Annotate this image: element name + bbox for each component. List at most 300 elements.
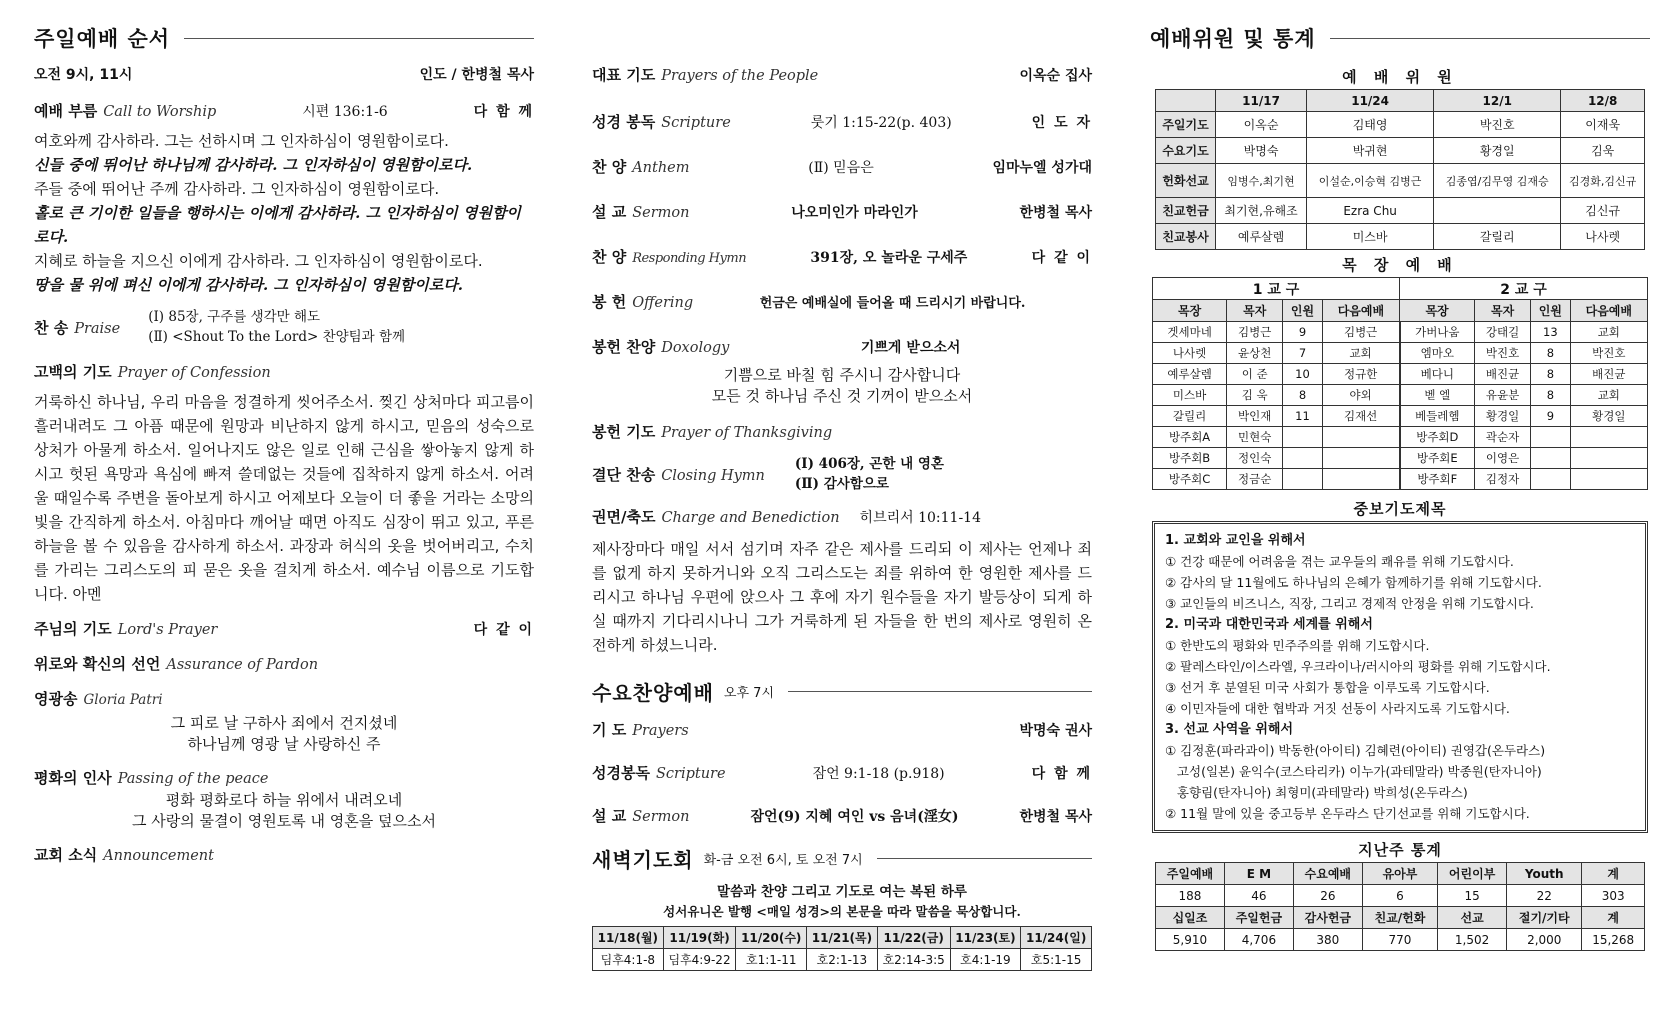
item-who: 임마누엘 성가대 [992,160,1092,176]
item-note: 헌금은 예배실에 들어올 때 드리시기 바랍니다. [759,296,1026,311]
committee-cell: 김경화,김신규 [1561,164,1645,198]
committee-table [1155,89,1645,250]
committee-row [1156,112,1645,138]
stats-value: 26 [1293,885,1362,907]
dawn-tagline: 말씀과 찬양 그리고 기도로 여는 복된 하루 [717,884,967,900]
section-header [34,18,534,58]
cell-row [1153,343,1648,364]
item-en: Passing of the peace [117,771,269,787]
committee-cell: 예루살렘 [1216,224,1307,250]
psalm-line: 홀로 큰 기이한 일들을 행하시는 이에게 감사하라. 그 인자하심이 영원함이로다. [34,204,521,246]
cell-value: 미스바 [1153,385,1227,406]
item-en: Lord's Prayer [117,622,218,638]
date-cell: 11/19(화) [663,927,736,949]
item-ko: 예배 부름 [34,102,98,120]
stats-title: 지난주 통계 [1358,841,1442,859]
divider [788,691,1092,692]
intercession-item: ① 건강 때문에 어려움을 겪는 교우들의 쾌유를 위해 기도합시다. [1165,554,1514,569]
stats-value: 15 [1438,885,1507,907]
cell-value: 윤상천 [1227,343,1283,364]
intercession-item: ③ 선거 후 분열된 미국 사회가 통합을 이루도록 기도합시다. [1165,680,1490,695]
stats-header: 계 [1582,907,1645,929]
cell-value: 박진호 [1570,343,1647,364]
cell-row [1153,385,1648,406]
cell-group-title: 목 장 예 배 [1342,256,1458,274]
item-who: 이옥순 집사 [1019,68,1092,84]
cell-header: 인원 [1283,300,1322,322]
date-cell: 11/21(목) [807,927,878,949]
praise-hymn-1: (Ⅰ) 85장, 구주를 생각만 해도 [148,309,321,325]
stats-value: 6 [1362,885,1437,907]
cell-value: 7 [1283,343,1322,364]
leader: 인도 / 한병철 목사 [419,67,534,83]
cell-value: 베들레헴 [1400,406,1475,427]
order-of-worship [34,0,534,865]
ref-cell: 호2:14-3:5 [877,949,950,971]
call-to-worship-row [34,100,534,121]
intercession-item: 고성(일본) 윤익수(코스타리카) 이누가(과테말라) 박종원(탄자니아) [1165,764,1542,779]
stats-value: 1,502 [1438,929,1507,951]
row-label: 헌화선교 [1156,164,1216,198]
cell-value [1322,448,1399,469]
cell-value: 교회 [1322,343,1399,364]
cell-value: 방주회E [1400,448,1475,469]
item-title: 기쁘게 받으소서 [860,340,961,356]
item-ref: 히브리서 10:11-14 [859,510,981,526]
item-en: Sermon [632,809,690,825]
item-who: 다 함 께 [473,104,534,120]
cell-value [1283,469,1322,490]
cell-value: 황경일 [1570,406,1647,427]
cell-group-table [1152,277,1648,490]
item-ko: 봉헌 기도 [592,423,656,441]
item-who: 한병철 목사 [1019,205,1092,221]
dawn-note: 성서유니온 발행 <매일 성경>의 본문을 따라 말씀을 묵상합니다. [663,904,1021,919]
committee-cell: 이재욱 [1561,112,1645,138]
peace-row [34,767,534,788]
date-header: 12/8 [1561,90,1645,112]
item-ko: 봉헌 찬양 [592,338,656,356]
order-of-worship-continued [592,0,1092,971]
ref-cell: 호1:1-11 [736,949,807,971]
intercession-item: ② 감사의 달 11월에도 하나님의 은혜가 함께하기를 위해 기도합시다. [1165,575,1542,590]
cell-value: 방주회C [1153,469,1227,490]
item-en: Assurance of Pardon [166,657,319,673]
cell-value [1531,448,1570,469]
stats-header: 절기/기타 [1507,907,1582,929]
item-who: 한병철 목사 [1019,809,1092,825]
stats-header: 어린이부 [1438,863,1507,885]
district-label: 1 교 구 [1153,278,1400,300]
dawn-header [592,838,1092,878]
cell-value: 김 욱 [1227,385,1283,406]
lyric-line: 그 사랑의 물결이 영원토록 내 영혼을 덮으소서 [132,812,436,830]
row-label: 수요기도 [1156,138,1216,164]
cell-value [1570,427,1647,448]
item-en: Offering [632,295,694,311]
responding-hymn-row [592,246,1092,267]
item-ko: 권면/축도 [592,508,656,526]
item-ko: 결단 찬송 [592,465,656,484]
committee-cell: 갈릴리 [1434,224,1561,250]
lords-prayer-row [34,618,534,639]
item-ko: 위로와 확신의 선언 [34,655,161,673]
committee-header-row [1156,90,1645,112]
cell-value: 8 [1531,385,1570,406]
cell-value: 8 [1531,364,1570,385]
cell-value: 배진균 [1570,364,1647,385]
row-label: 친교봉사 [1156,224,1216,250]
cell-value: 박진호 [1475,343,1531,364]
lyric-line: 그 피로 날 구하사 죄에서 건지셨네 [170,714,398,732]
item-en: Praise [74,320,121,337]
stats-value-row [1156,929,1645,951]
cell-row [1153,427,1648,448]
cell-value: 베다니 [1400,364,1475,385]
cell-value: 벧 엘 [1400,385,1475,406]
committee-row [1156,138,1645,164]
committee-cell: 황경일 [1434,138,1561,164]
cell-header: 목자 [1475,300,1531,322]
item-ref: 시편 136:1-6 [302,104,388,120]
committee-row [1156,224,1645,250]
item-ko: 평화의 인사 [34,769,112,787]
committee-cell: 이옥순 [1216,112,1307,138]
section-time: 오후 7시 [723,685,774,701]
stats-header: 감사헌금 [1293,907,1362,929]
stats-value: 303 [1582,885,1645,907]
item-en: Prayers of the People [661,68,819,84]
stats-value: 5,910 [1156,929,1225,951]
item-en: Charge and Benediction [661,510,840,526]
item-ko: 설 교 [592,807,627,825]
psalm-line: 신들 중에 뛰어난 하나님께 감사하라. 그 인자하심이 영원함이로다. [34,156,473,174]
psalm-line: 지혜로 하늘을 지으신 이에게 감사하라. 그 인자하심이 영원함이로다. [34,252,483,270]
row-label: 친교헌금 [1156,198,1216,224]
cell-value: 김병근 [1227,322,1283,343]
intercession-item: ② 팔레스타인/이스라엘, 우크라이나/러시아의 평화를 위해 기도합시다. [1165,659,1551,674]
cell-header: 목장 [1400,300,1475,322]
item-ko: 성경 봉독 [592,113,656,131]
committee-row [1156,198,1645,224]
cell-value [1570,469,1647,490]
gloria-lyrics [34,713,534,755]
cell-value: 갈릴리 [1153,406,1227,427]
stats-header: 유아부 [1362,863,1437,885]
item-en: Announcement [103,848,214,864]
service-time-row [34,64,534,84]
item-ko: 봉 헌 [592,293,627,311]
cell-header: 목자 [1227,300,1283,322]
cell-value: 8 [1283,385,1322,406]
praise-hymn-2: (Ⅱ) <Shout To the Lord> 찬양팀과 함께 [148,329,406,345]
cell-value: 박인재 [1227,406,1283,427]
item-ko: 교회 소식 [34,846,98,864]
cell-value: 정인숙 [1227,448,1283,469]
cell-row [1153,364,1648,385]
lyric-line: 하나님께 영광 날 사랑하신 주 [187,735,381,753]
dawn-refs-row [593,949,1092,971]
stats-header: Youth [1507,863,1582,885]
section-time: 화-금 오전 6시, 토 오전 7시 [703,852,863,868]
cell-value: 교회 [1570,322,1647,343]
psalm-line: 여호와께 감사하라. 그는 선하시며 그 인자하심이 영원함이로다. [34,132,449,150]
date-header: 11/24 [1307,90,1434,112]
intercession-item: 3. 선교 사역을 위해서 [1165,722,1294,737]
item-ko: 영광송 [34,690,78,708]
cell-value: 강태길 [1475,322,1531,343]
doxology-lyrics [592,365,1092,407]
cell-value: 방주회D [1400,427,1475,448]
wed-prayer-row [592,719,1092,740]
date-cell: 11/23(토) [950,927,1021,949]
item-en: Prayer of Thanksgiving [661,425,833,441]
committee-cell: 박귀현 [1307,138,1434,164]
section-title: 예배위원 및 통계 [1150,27,1316,51]
gloria-row [34,688,534,709]
divider [1330,38,1650,39]
item-en: Responding Hymn [632,251,747,266]
item-en: Scripture [655,766,726,782]
date-header: 11/17 [1216,90,1307,112]
wed-sermon-row [592,805,1092,826]
cell-value [1531,469,1570,490]
cell-value: 민현숙 [1227,427,1283,448]
section-title: 새벽기도회 [592,847,694,872]
announcement-row [34,844,534,865]
stats-header-row [1156,907,1645,929]
item-en: Gloria Patri [83,692,163,708]
committee-row [1156,164,1645,198]
divider [877,858,1092,859]
confession-row [34,361,534,382]
cell-row [1153,322,1648,343]
ref-cell: 호2:1-13 [807,949,878,971]
intercession-box [1152,521,1648,833]
item-en: Sermon [632,205,690,221]
item-ko: 고백의 기도 [34,363,112,381]
wednesday-header [592,671,1092,711]
cell-header: 다음예배 [1322,300,1399,322]
benediction-row [592,506,1092,527]
cell-value: 김정자 [1475,469,1531,490]
psalm-text [34,129,534,297]
committee-cell: 김신규 [1561,198,1645,224]
cell-value: 9 [1283,322,1322,343]
cell-value: 교회 [1570,385,1647,406]
cell-value: 13 [1531,322,1570,343]
cell-value: 이 준 [1227,364,1283,385]
item-title: 나오미인가 마라인가 [791,205,918,221]
stats-header: 친교/헌화 [1362,907,1437,929]
benediction-text: 제사장마다 매일 서서 섬기며 자주 같은 제사를 드리되 이 제사는 언제나 죄를 없게 하지 못하거니와 오직 그리스도는 죄를 위하여 한 영원한 제사를 드리시고 하나님 우편에 앉으사 그 후에 자기 원수들을 자기 발등상이 되게 하실 때까지 기다리시나니 그가 거룩하게 된 자들을 한 번의 제사로 영원히 온전하게 하셨느니라. [592,540,1092,654]
cell-value: 방주회B [1153,448,1227,469]
prayer-row [592,64,1092,85]
cell-value: 방주회A [1153,427,1227,448]
offering-row [592,291,1092,312]
stats-value: 188 [1156,885,1225,907]
stats-header: 십일조 [1156,907,1225,929]
stats-value-row [1156,885,1645,907]
item-ko: 찬 양 [592,158,627,176]
cell-value: 나사렛 [1153,343,1227,364]
wed-scripture-row [592,762,1092,783]
item-ko: 대표 기도 [592,66,656,84]
stats-header: 주일예배 [1156,863,1225,885]
divider [184,38,534,39]
anthem-row [592,156,1092,177]
committee-cell: 이설순,이승혁 김병근 [1307,164,1434,198]
intercession-item: ② 11월 말에 있을 중고등부 온두라스 단기선교를 위해 기도합시다. [1165,806,1530,821]
cell-value: 10 [1283,364,1322,385]
section-header [1150,18,1650,58]
cell-value: 예루살렘 [1153,364,1227,385]
stats-header: E M [1224,863,1293,885]
ref-cell: 호5:1-15 [1021,949,1092,971]
item-ko: 설 교 [592,203,627,221]
item-ref: 룻기 1:15-22(p. 403) [810,115,952,131]
item-ko: 주님의 기도 [34,620,112,638]
cell-value: 정금순 [1227,469,1283,490]
cell-value: 배진균 [1475,364,1531,385]
item-title: (Ⅱ) 믿음은 [808,160,874,176]
closing-hymn-1: (Ⅰ) 406장, 곤한 내 영혼 [794,456,944,472]
item-who: 박명숙 권사 [1019,723,1092,739]
stats-table [1155,862,1645,951]
date-header: 12/1 [1434,90,1561,112]
committee-cell: 박진호 [1434,112,1561,138]
date-cell: 11/18(월) [593,927,664,949]
item-en: Prayer of Confession [117,365,271,381]
item-en: Closing Hymn [661,467,765,484]
item-en: Call to Worship [103,104,217,120]
intercession-item: 홍향림(탄자니아) 최형미(과테말라) 박희성(온두라스) [1165,785,1468,800]
service-time: 오전 9시, 11시 [34,67,133,83]
committee-cell: Ezra Chu [1307,198,1434,224]
intercession-title: 중보기도제목 [1353,500,1447,518]
committee-cell: 김태영 [1307,112,1434,138]
psalm-line: 땅을 물 위에 펴신 이에게 감사하라. 그 인자하심이 영원함이로다. [34,276,463,294]
cell-value: 황경일 [1475,406,1531,427]
cell-value: 곽순자 [1475,427,1531,448]
dawn-dates-row [593,927,1092,949]
stats-header: 주일헌금 [1224,907,1293,929]
ref-cell: 딤후4:9-22 [663,949,736,971]
item-who: 다 같 이 [1031,250,1092,266]
committee-cell: 최기현,유해조 [1216,198,1307,224]
stats-value: 380 [1293,929,1362,951]
item-en: Prayers [632,723,689,739]
closing-hymn-2: (Ⅱ) 감사함으로 [794,476,889,492]
intercession-item: 2. 미국과 대한민국과 세계를 위해서 [1165,617,1373,632]
item-ko: 찬 양 [592,248,627,266]
stats-header-row [1156,863,1645,885]
committee-cell: 박명숙 [1216,138,1307,164]
committee-cell: 김욱 [1561,138,1645,164]
committee-cell: 임병수,최기현 [1216,164,1307,198]
lyric-line: 기쁨으로 바칠 힘 주시니 감사합니다 [723,366,961,384]
item-en: Anthem [632,160,690,176]
praise-row [34,307,534,347]
stats-header: 선교 [1438,907,1507,929]
cell-value: 김병근 [1322,322,1399,343]
cell-value: 김재선 [1322,406,1399,427]
item-ref: 잠언 9:1-18 (p.918) [812,766,945,782]
committee-title: 예 배 위 원 [1342,68,1458,86]
thanksgiving-row [592,421,1092,442]
committee-cell: 나사렛 [1561,224,1645,250]
doxology-row [592,336,1092,357]
ref-cell: 호4:1-19 [950,949,1021,971]
cell-value: 방주회F [1400,469,1475,490]
confession-text: 거룩하신 하나님, 우리 마음을 정결하게 씻어주소서. 찢긴 상처마다 피고름이 흘러내려도 그 아픔 때문에 원망과 비난하지 않게 하시고, 믿음의 성숙으로 상처가 아물게 하소서. 일어나지도 않은 일로 인해 근심을 쌓아놓지 않게 하시고 헛된 욕망과 욕심에 빠져 쓸데없는 것들에 집착하지 않게 하소서. 어려울 때일수록 주변을 돌아보게 하시고 어제보다 오늘이 더 좋을 거라는 소망의 빛을 간직하게 하소서. 아침마다 깨어날 때면 아직도 심장이 뛰고 있고, 푸른 하늘을 볼 수 있음을 감사하게 하소서. 과장과 허식의 옷을 벗어버리고, 수치를 가리는 그리스도의 피 묻은 옷을 걸치게 하소서. 예수님 이름으로 기도합니다. 아멘 [34,393,534,603]
cell-value [1283,448,1322,469]
cell-header: 다음예배 [1570,300,1647,322]
psalm-line: 주들 중에 뛰어난 주께 감사하라. 그 인자하심이 영원함이로다. [34,180,440,198]
item-ko: 성경봉독 [592,764,650,782]
committee-and-stats [1150,0,1650,951]
dawn-reading-table [592,926,1092,971]
cell-header: 목장 [1153,300,1227,322]
item-ko: 찬 송 [34,318,69,337]
item-title: 잠언(9) 지혜 여인 vs 음녀(淫女) [750,809,959,825]
item-ko: 기 도 [592,721,627,739]
cell-value [1283,427,1322,448]
stats-header: 수요예배 [1293,863,1362,885]
stats-value: 4,706 [1224,929,1293,951]
cell-header-row [1153,300,1648,322]
intercession-item: ① 김정훈(파라과이) 박동한(아이티) 김혜련(아이티) 권영갑(온두라스) [1165,743,1546,758]
cell-value [1570,448,1647,469]
district-row [1153,278,1648,300]
cell-value [1322,469,1399,490]
stats-value: 2,000 [1507,929,1582,951]
cell-value: 8 [1531,343,1570,364]
cell-value: 이영은 [1475,448,1531,469]
assurance-row [34,653,534,674]
cell-value: 엠마오 [1400,343,1475,364]
committee-cell: 미스바 [1307,224,1434,250]
item-who: 인 도 자 [1031,115,1092,131]
date-cell: 11/22(금) [877,927,950,949]
scripture-row [592,111,1092,132]
committee-cell: 김종엽/김무영 김재승 [1434,164,1561,198]
stats-header: 계 [1582,863,1645,885]
cell-value [1322,427,1399,448]
cell-value [1531,427,1570,448]
date-cell: 11/20(수) [736,927,807,949]
date-cell: 11/24(일) [1021,927,1092,949]
section-title: 주일예배 순서 [34,27,171,51]
section-title: 수요찬양예배 [592,680,714,705]
peace-lyrics [34,790,534,832]
cell-row [1153,448,1648,469]
cell-value: 겟세마네 [1153,322,1227,343]
stats-value: 15,268 [1582,929,1645,951]
cell-value: 정규한 [1322,364,1399,385]
intercession-item: 1. 교회와 교인을 위해서 [1165,533,1306,548]
item-en: Doxology [661,340,730,356]
item-en: Scripture [661,115,731,131]
stats-value: 22 [1507,885,1582,907]
row-label: 주일기도 [1156,112,1216,138]
cell-row [1153,469,1648,490]
cell-value: 유윤분 [1475,385,1531,406]
cell-row [1153,406,1648,427]
cell-header: 인원 [1531,300,1570,322]
stats-value: 770 [1362,929,1437,951]
intercession-item: ① 한반도의 평화와 민주주의를 위해 기도합시다. [1165,638,1430,653]
